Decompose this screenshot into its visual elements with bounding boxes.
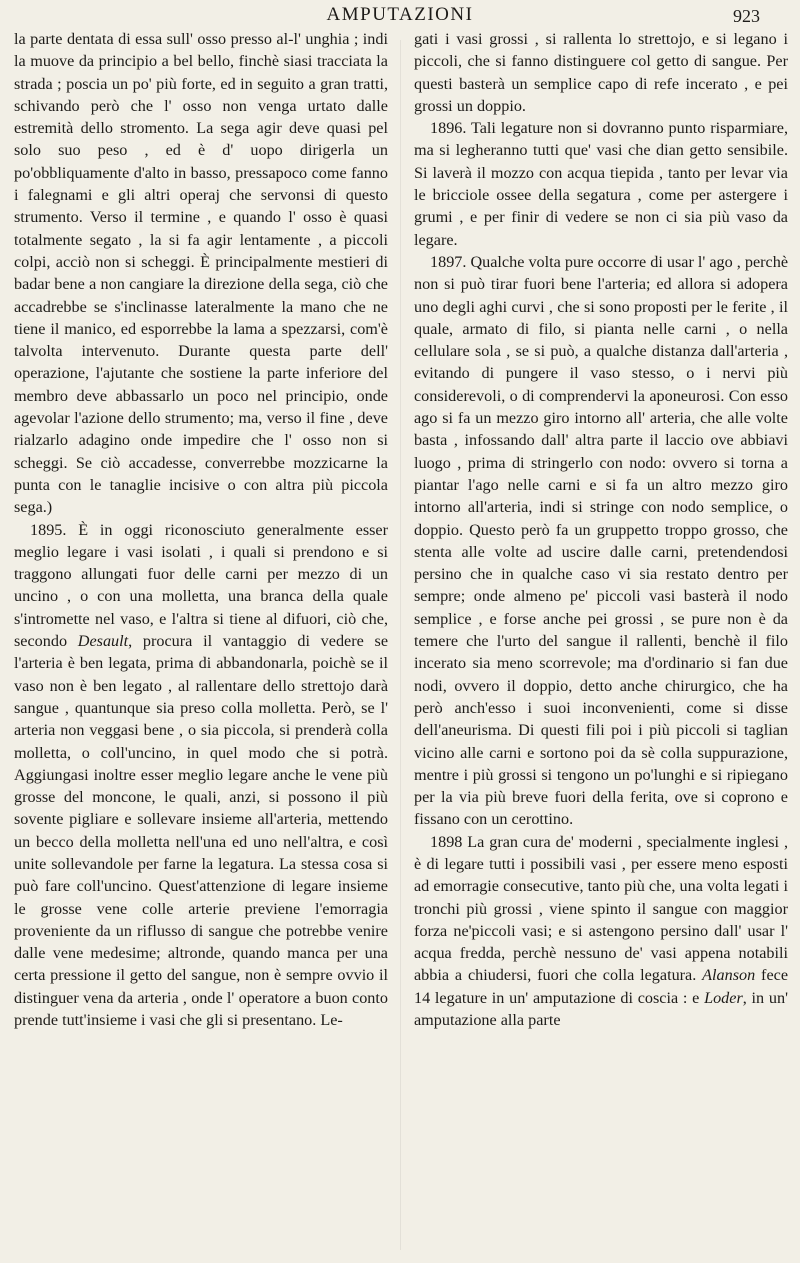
paragraph-text: , in un' amputazione alla parte [414, 988, 788, 1030]
paragraph-1895 [14, 519, 388, 1032]
running-title: AMPUTAZIONI [326, 4, 474, 25]
paragraph-text: 1895. È in oggi riconosciuto generalmente esser meglio legare i vasi isolati , i quali si prendono e si traggono allungati fuor delle carni per mezzo di un uncino , o con una molletta, una branca della quale s'intromette nel vaso, e l'altra si tiene al difuori, ciò che, secondo [14, 520, 388, 651]
page-number: 923 [733, 6, 760, 26]
author-name-desault: Desault [77, 632, 129, 651]
paragraph-text: fece 14 legature in un' amputazione di coscia : e [414, 966, 788, 1007]
paragraph-1898 [414, 831, 788, 1032]
paragraph-continuation: gati i vasi grossi , si rallenta lo strettojo, e si legano i piccoli, che si fanno distinguere col getto di sangue. Per questi basterà un semplice capo di refe incerato , e pei grossi un doppio. [414, 30, 788, 115]
paragraph-text: , procura il vantaggio di vedere se l'arteria è ben legata, prima di abbandonarla, poichè se il vaso non è ben legato , al rallentare dello strettojo darà sangue , quantunque sia preso colla molletta. Però, se l' arteria non veggasi bene , o sia piccola, si prenderà colla molletta, o coll'uncino, in quel modo che si potrà. Aggiungasi inoltre esser meglio legare anche le vene più grosse del moncone, le quali, anzi, si possono il più sovente pigliare e sollevare insieme all'arteria, mettendo un becco della molletta nell'una ed uno nell'altra, e così unite sollevandole per farne la legatura. La stessa cosa si può fare coll'uncino. Quest'attenzione di legare insieme le grosse vene colle arterie previene l'emorragia proveniente da un riflusso di sangue che potrebbe venire dalle vene medesime; altronde, quando manca per una certa pressione il getto del sangue, non è sempre ovvio il distinguer vena da arteria , onde l' operatore a buon conto prende tutt'insieme i vasi che gli si presentano. Le- [14, 632, 389, 1030]
paragraph-1897: 1897. Qualche volta pure occorre di usar l' ago , perchè non si può tirar fuori bene l'arteria; ed allora si adopera uno degli aghi curvi , che si sono proposti per le ferite , il quale, armato di filo, si pianta nelle carni , o nella cellulare sola , se si può, a qualche distanza dall'arteria , evitando di pungere il vaso stesso, o i nervi più considerevoli, o di comprendervi la aponeurosi. Con esso ago si fa un mezzo giro intorno all' arteria, che alle volte basta , infossando dall' altra parte il laccio ove abbiavi luogo , prima di stringerlo con nodo: ovvero si torna a piantar l'ago nelle carni e si fa un altro mezzo giro intorno all'arteria, indi si stringe con nodo semplice, o doppio. Questo però fa un gruppetto troppo grosso, che stenta alle volte ad uscire dalle carni, pretendendosi persino che in qualche caso vi sia restato dentro per sempre; onde almeno pe' piccoli vasi basterà il nodo semplice , e forse anche pei grossi , se pure non è da temere che l'urto del sangue il rallenti, benchè il filo incerato sia meno scorrevole; ma d'ordinario si fan due nodi, ovvero il doppio, detto anche chirurgico, che ha però anch'esso i suoi inconvenienti, come si disse dell'aneurisma. Di questi fili poi i più piccoli si taglian vicino alle carni e sortono poi da sè colla suppurazione, mentre i più grossi si tengono un po'lunghi e si ripiegano per la via più breve fuori della ferita, ove si coprono e fissano con un cerottino. [414, 252, 788, 829]
left-column [14, 28, 388, 1031]
paragraph-text: 1898 La gran cura de' moderni , specialmente inglesi , è di legare tutti i possibili vasi , per essere meno esposti ad emorragie consecutive, tanto più che, una volta legati i tronchi più grossi , viene spinto il sangue con maggior forza ne'piccoli vasi; e si astengono persino dall' usar l' acqua fredda, perchè nessuno de' vasi appena notabili abbia a chiudersi, fuori che colla legatura. [414, 832, 788, 985]
author-name-loder: Loder [704, 988, 743, 1007]
right-column [414, 28, 788, 1031]
author-name-alanson: Alanson [702, 966, 756, 985]
paragraph-1896: 1896. Tali legature non si dovranno punto risparmiare, ma si legheranno tutti que' vasi che dian getto sensibile. Si laverà il mozzo con acqua tiepida , tanto per levar via le bricciole ossee della segatura , come per astergere i grumi , e per finir di vedere se non ci sia più vaso da legare. [414, 119, 788, 249]
running-head [0, 2, 800, 30]
column-gutter [400, 40, 401, 1250]
paragraph-saw-technique: la parte dentata di essa sull' osso presso al-l' unghia ; indi la muove da principio a bel bello, finchè siasi tracciata la strada ; poscia un po' più forte, ed in seguito a gran tratti, schivando però che l' osso non venga urtato dalle estremità dello stromento. La sega agir deve quasi pel solo suo peso , ed è d' uopo dirigerla un po'obbliquamente d'alto in basso, pressapoco come fanno i falegnami e gli altri operaj che servonsi di questo strumento. Verso il termine , e quando l' osso è quasi totalmente segato , la si fa agir lentamente , a piccoli colpi, acciò non si scheggi. È principalmente mestieri di badar bene a non cangiare la direzione della sega, ciò che accadrebbe se s'inclinasse lateralmente la mano che ne tiene il manico, ed esporrebbe la lama a spezzarsi, com'è talvolta intervenuto. Durante questa parte dell' operazione, l'ajutante che sostiene la parte inferiore del membro deve abbassarlo un poco nel principio, onde agevolar l'azione dello strumento; ma, verso il fine , deve rialzarlo adagino onde impedire che l' osso non si scheggi. Se ciò accadesse, converrebbe mozzicarne la punta con le tanaglie incisive o con altra più piccola sega.) [14, 30, 388, 517]
